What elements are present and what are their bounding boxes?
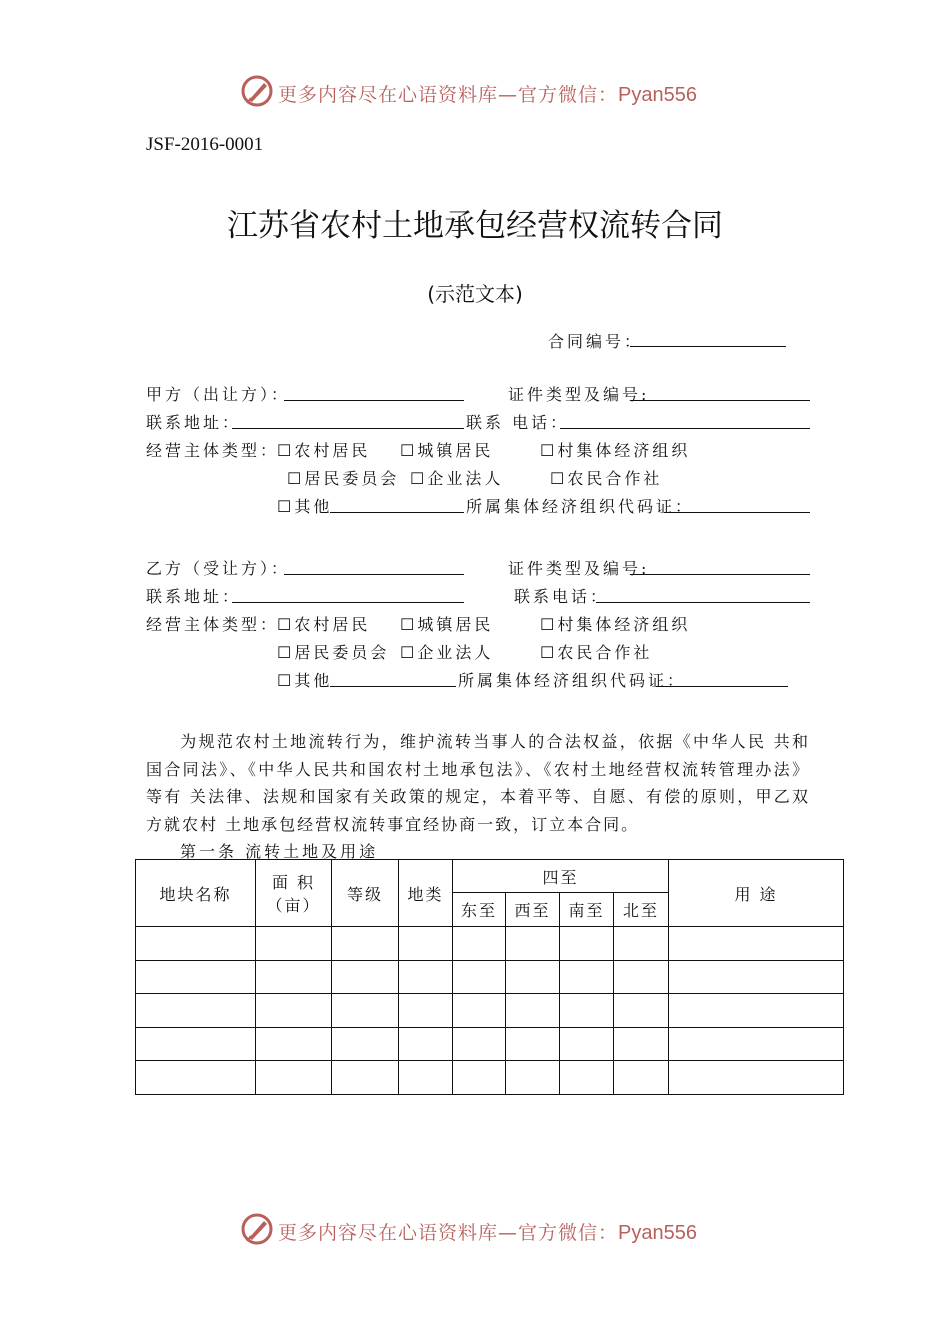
table-cell[interactable] [560, 994, 614, 1028]
table-cell[interactable] [614, 994, 669, 1028]
table-cell[interactable] [256, 927, 332, 961]
col-south: 南至 [560, 893, 614, 927]
table-cell[interactable] [453, 994, 506, 1028]
table-cell[interactable] [506, 1027, 560, 1061]
table-cell[interactable] [399, 927, 453, 961]
table-cell[interactable] [136, 1027, 256, 1061]
table-cell[interactable] [399, 1061, 453, 1095]
col-usage: 用 途 [669, 860, 844, 927]
page-title: 江苏省农村土地承包经营权流转合同 [227, 208, 723, 244]
col-plot-name: 地块名称 [136, 860, 256, 927]
table-cell[interactable] [453, 927, 506, 961]
table-cell[interactable] [332, 1061, 399, 1095]
watermark-wechat-id: Pyan556 [618, 84, 697, 106]
document-code: JSF-2016-0001 [146, 134, 264, 155]
table-cell[interactable] [560, 960, 614, 994]
table-cell[interactable] [399, 960, 453, 994]
party-b-id-field[interactable] [630, 574, 810, 575]
page-subtitle: (示范文本) [427, 282, 523, 306]
table-cell[interactable] [136, 994, 256, 1028]
party-a-address-field[interactable] [232, 428, 464, 429]
table-cell[interactable] [256, 1027, 332, 1061]
table-cell[interactable] [453, 1061, 506, 1095]
preamble-paragraph [146, 728, 810, 838]
party-a-option-village-collective[interactable]: ☐村集体经济组织 [540, 441, 691, 460]
watermark-text: 更多内容尽在心语资料库—官方微信： [278, 1222, 619, 1244]
col-north: 北至 [614, 893, 669, 927]
table-cell[interactable] [332, 960, 399, 994]
party-b-phone-label: 联系电话： [514, 587, 610, 606]
table-cell[interactable] [256, 960, 332, 994]
table-row [136, 1061, 844, 1095]
table-cell[interactable] [614, 1061, 669, 1095]
table-cell[interactable] [399, 1027, 453, 1061]
party-a-id-label: 证件类型及编号: [508, 385, 650, 404]
party-a-phone-field[interactable] [560, 428, 810, 429]
table-row [136, 960, 844, 994]
table-row [136, 994, 844, 1028]
col-land-type: 地类 [399, 860, 453, 927]
table-cell[interactable] [669, 1061, 844, 1095]
table-cell[interactable] [506, 927, 560, 961]
table-row [136, 1027, 844, 1061]
party-a-code-label: 所属集体经济组织代码证： [466, 497, 695, 516]
table-cell[interactable] [614, 1027, 669, 1061]
watermark-bottom [278, 1218, 697, 1245]
table-cell[interactable] [453, 960, 506, 994]
party-a-phone-label: 联系 电话： [466, 413, 570, 432]
party-b-phone-field[interactable] [596, 602, 810, 603]
table-cell[interactable] [614, 960, 669, 994]
table-cell[interactable] [332, 994, 399, 1028]
col-boundaries: 四至 [453, 860, 669, 893]
table-cell[interactable] [136, 960, 256, 994]
party-a-option-urban-resident[interactable]: ☐城镇居民 [400, 441, 494, 460]
party-b-option-village-collective[interactable]: ☐村集体经济组织 [540, 615, 691, 634]
table-cell[interactable] [136, 927, 256, 961]
table-cell[interactable] [669, 927, 844, 961]
watermark-text: 更多内容尽在心语资料库—官方微信： [278, 84, 619, 106]
table-cell[interactable] [560, 927, 614, 961]
party-a-entity-type-label: 经营主体类型： [146, 441, 280, 460]
col-area-unit: （亩） [266, 896, 321, 915]
party-b-code-field[interactable] [656, 686, 788, 687]
party-a-name-field[interactable] [284, 400, 464, 401]
article-1-heading: 第一条 流转土地及用途 [180, 842, 379, 861]
watermark-wechat-id: Pyan556 [618, 1222, 697, 1244]
table-cell[interactable] [256, 994, 332, 1028]
party-a-option-residents-committee[interactable]: ☐居民委员会 [287, 469, 400, 488]
col-grade: 等级 [332, 860, 399, 927]
party-a-code-field[interactable] [664, 512, 810, 513]
party-a-option-other[interactable]: ☐其他 [277, 497, 333, 516]
party-b-address-field[interactable] [232, 602, 464, 603]
party-b-id-label: 证件类型及编号: [508, 559, 650, 578]
party-a-other-field[interactable] [330, 512, 464, 513]
contract-no-field[interactable] [630, 346, 786, 347]
party-a-id-field[interactable] [630, 400, 810, 401]
party-a-option-cooperative[interactable]: ☐农民合作社 [550, 469, 663, 488]
table-row [136, 927, 844, 961]
feather-pen-logo-icon [240, 74, 274, 108]
party-b-entity-type-label: 经营主体类型： [146, 615, 280, 634]
party-b-name-label: 乙方（受让方）： [146, 559, 291, 578]
table-cell[interactable] [669, 994, 844, 1028]
table-cell[interactable] [506, 1061, 560, 1095]
land-table [135, 859, 844, 1095]
party-b-code-label: 所属集体经济组织代码证： [458, 671, 687, 690]
table-cell[interactable] [256, 1061, 332, 1095]
preamble-text: 为规范农村土地流转行为，维护流转当事人的合法权益，依据《中华人民 共和国合同法》、《中华人民共和国农村土地承包法》、《农村土地经营权流转管理办法》等有 关法律、法规和国家有关政策的规定，本着平等、自愿、有偿的原则，甲乙双方就农村 土地承包经营权流转事宜经协商一致，订立本合同。 [146, 732, 810, 834]
party-a-address-label: 联系地址： [146, 413, 242, 432]
party-b-option-residents-committee[interactable]: ☐居民委员会 [277, 643, 390, 662]
table-cell[interactable] [506, 994, 560, 1028]
party-b-option-legal-entity[interactable]: ☐企业法人 [400, 643, 494, 662]
col-west: 西至 [506, 893, 560, 927]
party-a-option-legal-entity[interactable]: ☐企业法人 [410, 469, 504, 488]
party-b-name-field[interactable] [284, 574, 464, 575]
table-cell[interactable] [669, 1027, 844, 1061]
contract-no-label: 合同编号： [548, 332, 644, 351]
feather-pen-logo-icon [240, 1212, 274, 1246]
table-cell[interactable] [332, 1027, 399, 1061]
table-cell[interactable] [560, 1061, 614, 1095]
col-area-label: 面 积 [271, 873, 316, 892]
col-east: 东至 [453, 893, 506, 927]
party-b-option-rural-resident[interactable]: ☐农村居民 [277, 615, 371, 634]
party-a-name-label: 甲方（出让方）： [146, 385, 291, 404]
table-cell[interactable] [614, 927, 669, 961]
table-cell[interactable] [506, 960, 560, 994]
table-cell[interactable] [453, 1027, 506, 1061]
table-cell[interactable] [136, 1061, 256, 1095]
party-b-option-other[interactable]: ☐其他 [277, 671, 333, 690]
party-b-address-label: 联系地址： [146, 587, 242, 606]
party-b-option-urban-resident[interactable]: ☐城镇居民 [400, 615, 494, 634]
table-cell[interactable] [332, 927, 399, 961]
watermark-top [278, 80, 697, 107]
col-area [256, 860, 332, 927]
table-cell[interactable] [669, 960, 844, 994]
party-b-other-field[interactable] [330, 686, 456, 687]
table-cell[interactable] [560, 1027, 614, 1061]
party-b-option-cooperative[interactable]: ☐农民合作社 [540, 643, 653, 662]
table-cell[interactable] [399, 994, 453, 1028]
party-a-option-rural-resident[interactable]: ☐农村居民 [277, 441, 371, 460]
